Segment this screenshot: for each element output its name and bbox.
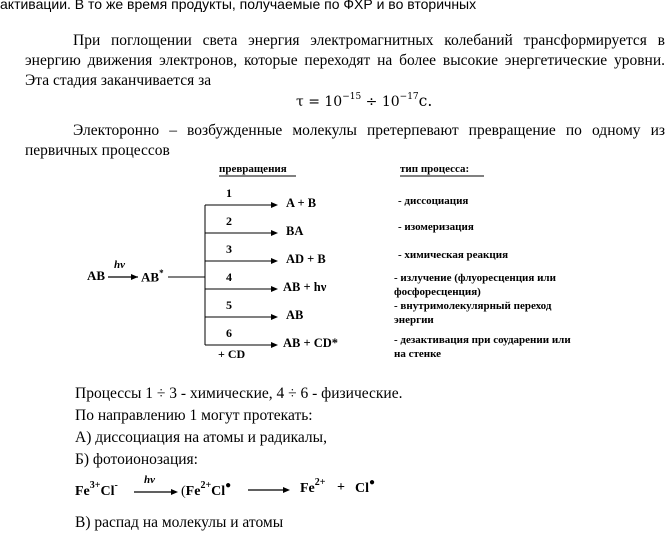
paragraph-absorption: При поглощении света энергия электромагнитных колебаний трансформируется в энергию движения электронов, которые переходят на более высокие энергетические уровни. Эта стадия заканчивается за [25, 32, 665, 89]
product-fe: $Fe^{2+}$ [300, 477, 326, 496]
process-description: - изомеризация [398, 221, 474, 233]
molecule-ab: AB [87, 268, 106, 283]
tau-formula: $\tau = 10^{-15} \div 10^{-17}с$. [296, 92, 433, 110]
product-cl-radical: Cl● [355, 477, 376, 496]
process-description: - излучение (флуоресценция или [394, 272, 556, 284]
process-description: - внутримолекулярный переход [394, 300, 552, 312]
product: AB + hν [283, 280, 327, 294]
header-transformations: превращения [219, 163, 287, 175]
direction-line: По направлению 1 могут протекать: [75, 407, 313, 424]
product: BA [286, 224, 304, 238]
process-description: - дезактивация при соударении или [394, 334, 571, 346]
paragraph-excited-molecules: Электоронно – возбужденные молекулы претерпевают превращение по одному из первичных процессов [25, 122, 665, 159]
molecule-ab-excited: AB* [141, 268, 164, 285]
plus-sign: + [337, 480, 345, 495]
process-description: - химическая реакция [398, 249, 509, 261]
branch-number: 3 [226, 242, 232, 256]
branch-number: 1 [226, 186, 232, 200]
process-description: - диссоциация [398, 195, 469, 207]
item-b: Б) фотоионозация: [75, 451, 198, 468]
item-c: В) распад на молекулы и атомы [75, 514, 284, 531]
reactant-fecl: $Fe^{3+}Cl^-$ [75, 480, 118, 499]
product: AB [286, 308, 304, 322]
branch-number: 5 [226, 298, 232, 312]
item-a: А) диссоциация на атомы и радикалы, [75, 429, 327, 446]
hv-label: hν [114, 259, 125, 271]
branch-number: 2 [226, 214, 232, 228]
process-description: на стенке [394, 348, 442, 360]
process-description: энергии [394, 314, 434, 326]
product: AD + B [286, 252, 326, 266]
reactant-cd: + CD [218, 347, 246, 361]
product: A + B [286, 196, 317, 210]
product: AB + CD* [283, 336, 339, 350]
header-process-type: тип процесса: [400, 163, 470, 175]
hv-label: hν [144, 474, 155, 486]
top-cut-line: активации. В то же время продукты, получаемые по ФХР и во вторичных [0, 0, 477, 12]
branch-number: 6 [226, 326, 232, 340]
branch-number: 4 [226, 270, 232, 284]
process-description: фосфоресценция) [394, 286, 481, 298]
processes-summary: Процессы 1 ÷ 3 - химические, 4 ÷ 6 - физические. [75, 385, 403, 402]
intermediate-complex: ($Fe^{2+}Cl^●$ [181, 480, 232, 499]
